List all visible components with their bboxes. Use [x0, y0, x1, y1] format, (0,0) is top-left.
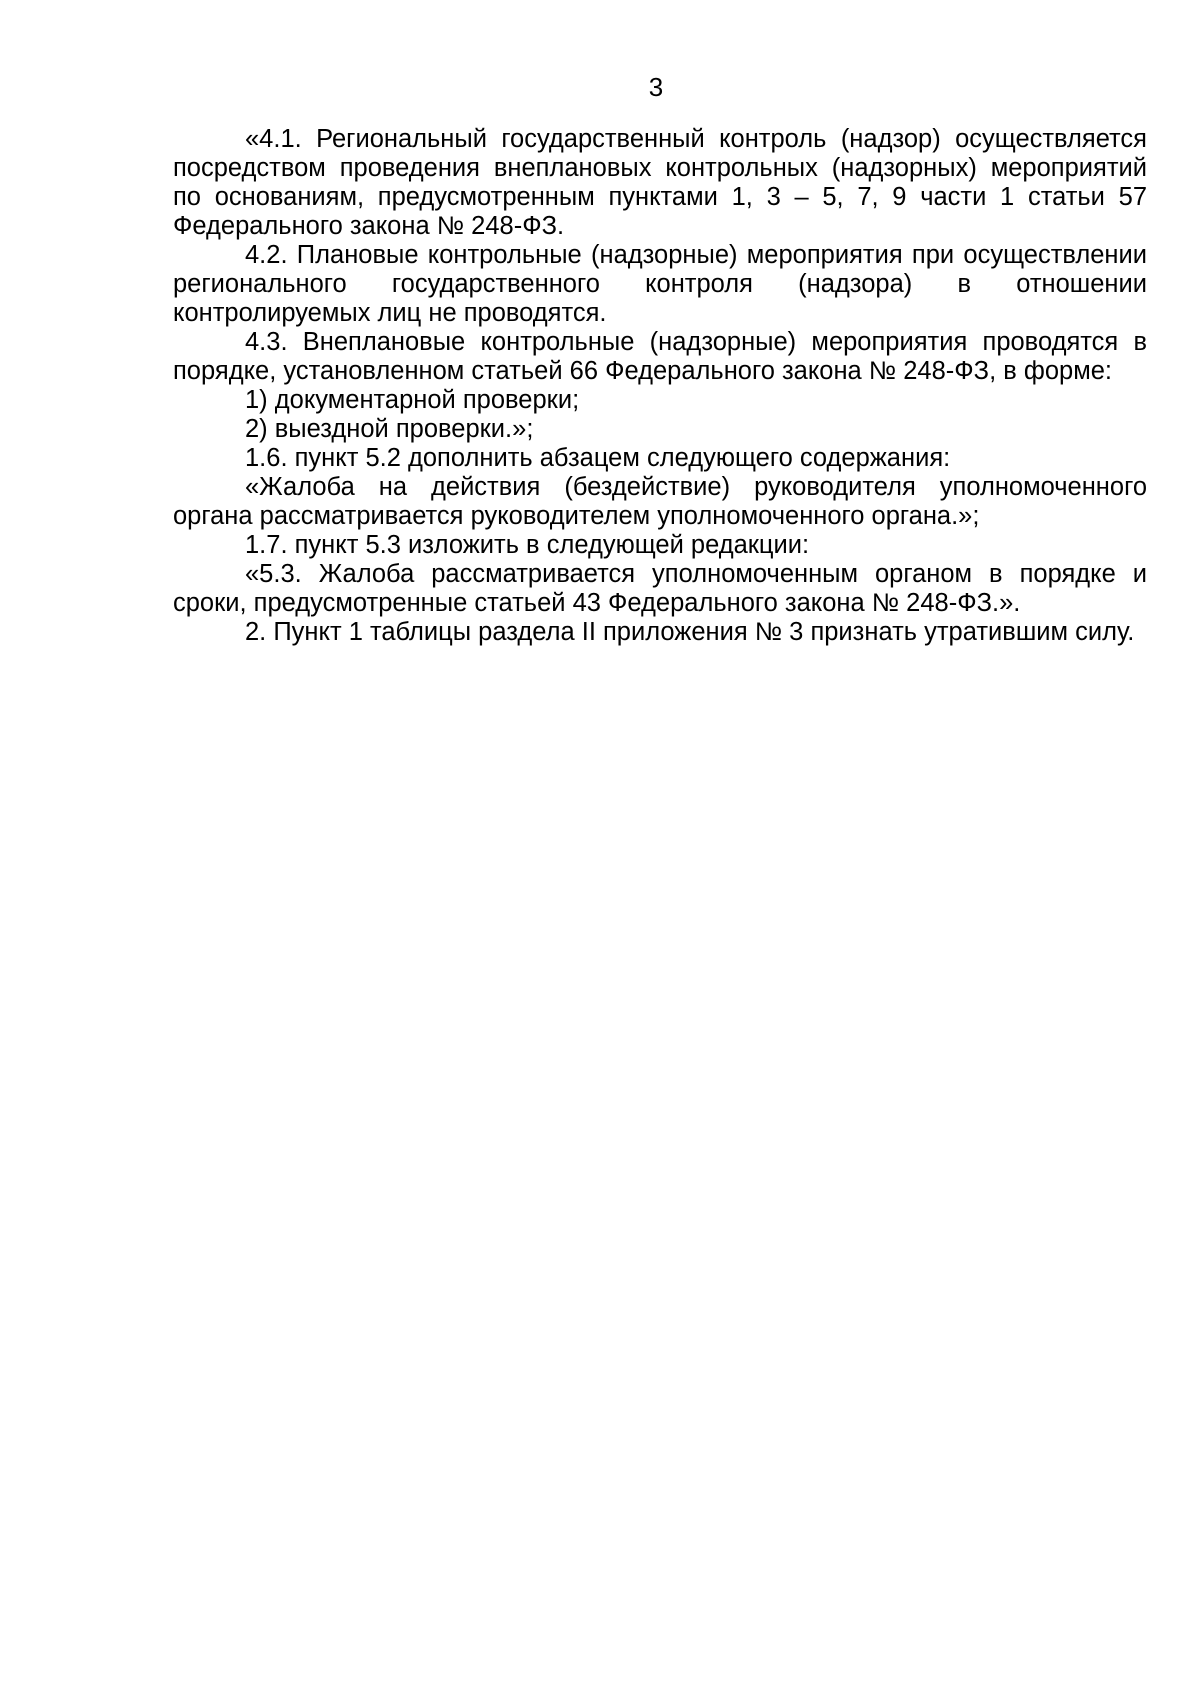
paragraph-4-2: 4.2. Плановые контрольные (надзорные) мероприятия при осуществлении регионального государственного контроля (надзора) в отношении контролируемых лиц не проводятся. [173, 241, 1147, 327]
paragraph-1-6: 1.6. пункт 5.2 дополнить абзацем следующего содержания: [245, 444, 951, 472]
paragraph-5-3: «5.3. Жалоба рассматривается уполномоченным органом в порядке и сроки, предусмотренные статьей 43 Федерального закона № 248-ФЗ.». [173, 560, 1147, 617]
paragraph-4-1: «4.1. Региональный государственный контроль (надзор) осуществляется посредством проведения внеплановых контрольных (надзорных) мероприятий по основаниям, предусмотренным пунктами 1, 3 – 5, 7, 9 части 1 статьи 57 Федерального закона № 248-ФЗ. [173, 125, 1147, 240]
list-item-field-check: 2) выездной проверки.»; [245, 415, 534, 443]
page-number: 3 [648, 72, 664, 102]
document-body [173, 125, 1147, 647]
list-item-documentary-check: 1) документарной проверки; [245, 386, 580, 414]
paragraph-4-3: 4.3. Внеплановые контрольные (надзорные) мероприятия проводятся в порядке, установленном статьей 66 Федерального закона № 248-ФЗ, в форме: [173, 328, 1147, 385]
paragraph-complaint-text: «Жалоба на действия (бездействие) руководителя уполномоченного органа рассматривается руководителем уполномоченного органа.»; [173, 473, 1147, 530]
paragraph-1-7: 1.7. пункт 5.3 изложить в следующей редакции: [245, 531, 810, 559]
paragraph-2: 2. Пункт 1 таблицы раздела II приложения № 3 признать утратившим силу. [245, 618, 1135, 646]
